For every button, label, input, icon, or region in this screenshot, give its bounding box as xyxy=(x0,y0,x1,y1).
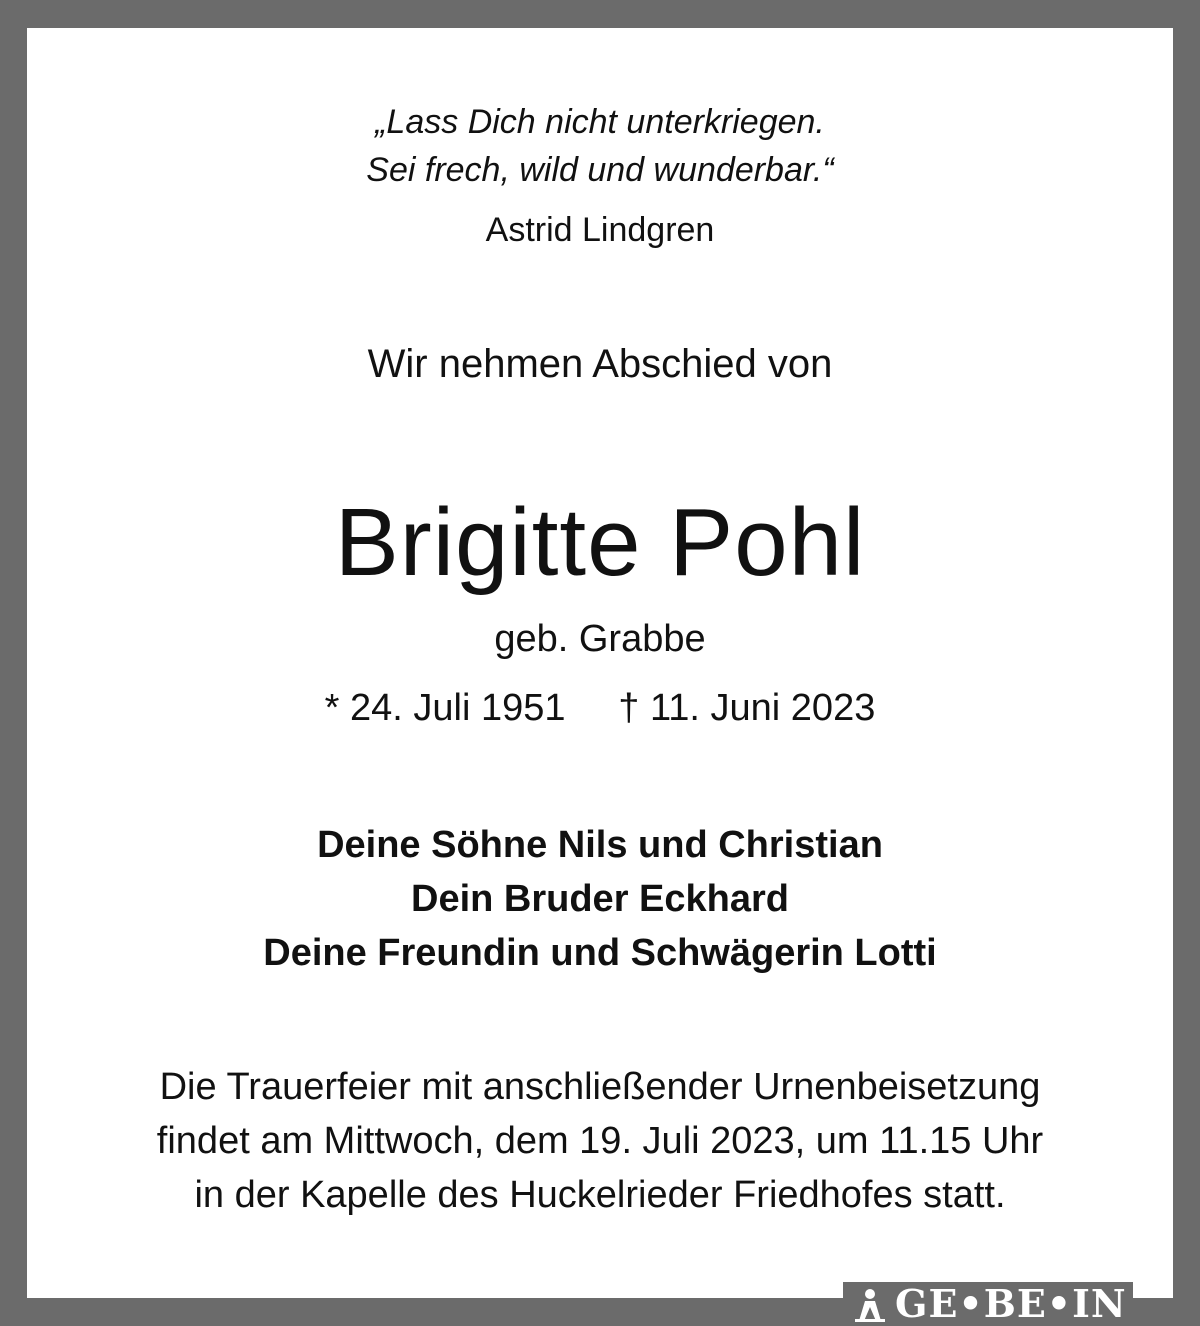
gebein-logo-icon xyxy=(851,1285,889,1323)
quote-author: Astrid Lindgren xyxy=(485,211,715,249)
obituary-card xyxy=(27,28,1173,1298)
quote-line-1: „Lass Dich nicht unterkriegen. xyxy=(375,103,825,141)
ceremony-info xyxy=(27,1060,1173,1222)
gebein-logo-text: GE•BE•IN xyxy=(895,1281,1127,1326)
intro-text: Wir nehmen Abschied von xyxy=(367,342,833,386)
mourner-line: Deine Freundin und Schwägerin Lotti xyxy=(263,932,937,974)
maiden-name: geb. Grabbe xyxy=(494,618,706,660)
gebein-logo xyxy=(843,1282,1133,1325)
ceremony-line: Die Trauerfeier mit anschließender Urnenbeisetzung xyxy=(159,1066,1041,1108)
deceased-name: Brigitte Pohl xyxy=(334,489,866,596)
life-dates xyxy=(27,684,1173,732)
mourners-list xyxy=(27,818,1173,980)
ceremony-line: findet am Mittwoch, dem 19. Juli 2023, um 11.15 Uhr xyxy=(156,1120,1044,1162)
mourner-line: Dein Bruder Eckhard xyxy=(411,878,789,920)
quote-line-2: Sei frech, wild und wunderbar.“ xyxy=(366,151,834,189)
mourner-line: Deine Söhne Nils und Christian xyxy=(317,824,883,866)
birth-date: * 24. Juli 1951 xyxy=(324,687,566,729)
quote xyxy=(27,98,1173,194)
ceremony-line: in der Kapelle des Huckelrieder Friedhofes statt. xyxy=(194,1174,1006,1216)
death-date: † 11. Juni 2023 xyxy=(618,687,876,729)
